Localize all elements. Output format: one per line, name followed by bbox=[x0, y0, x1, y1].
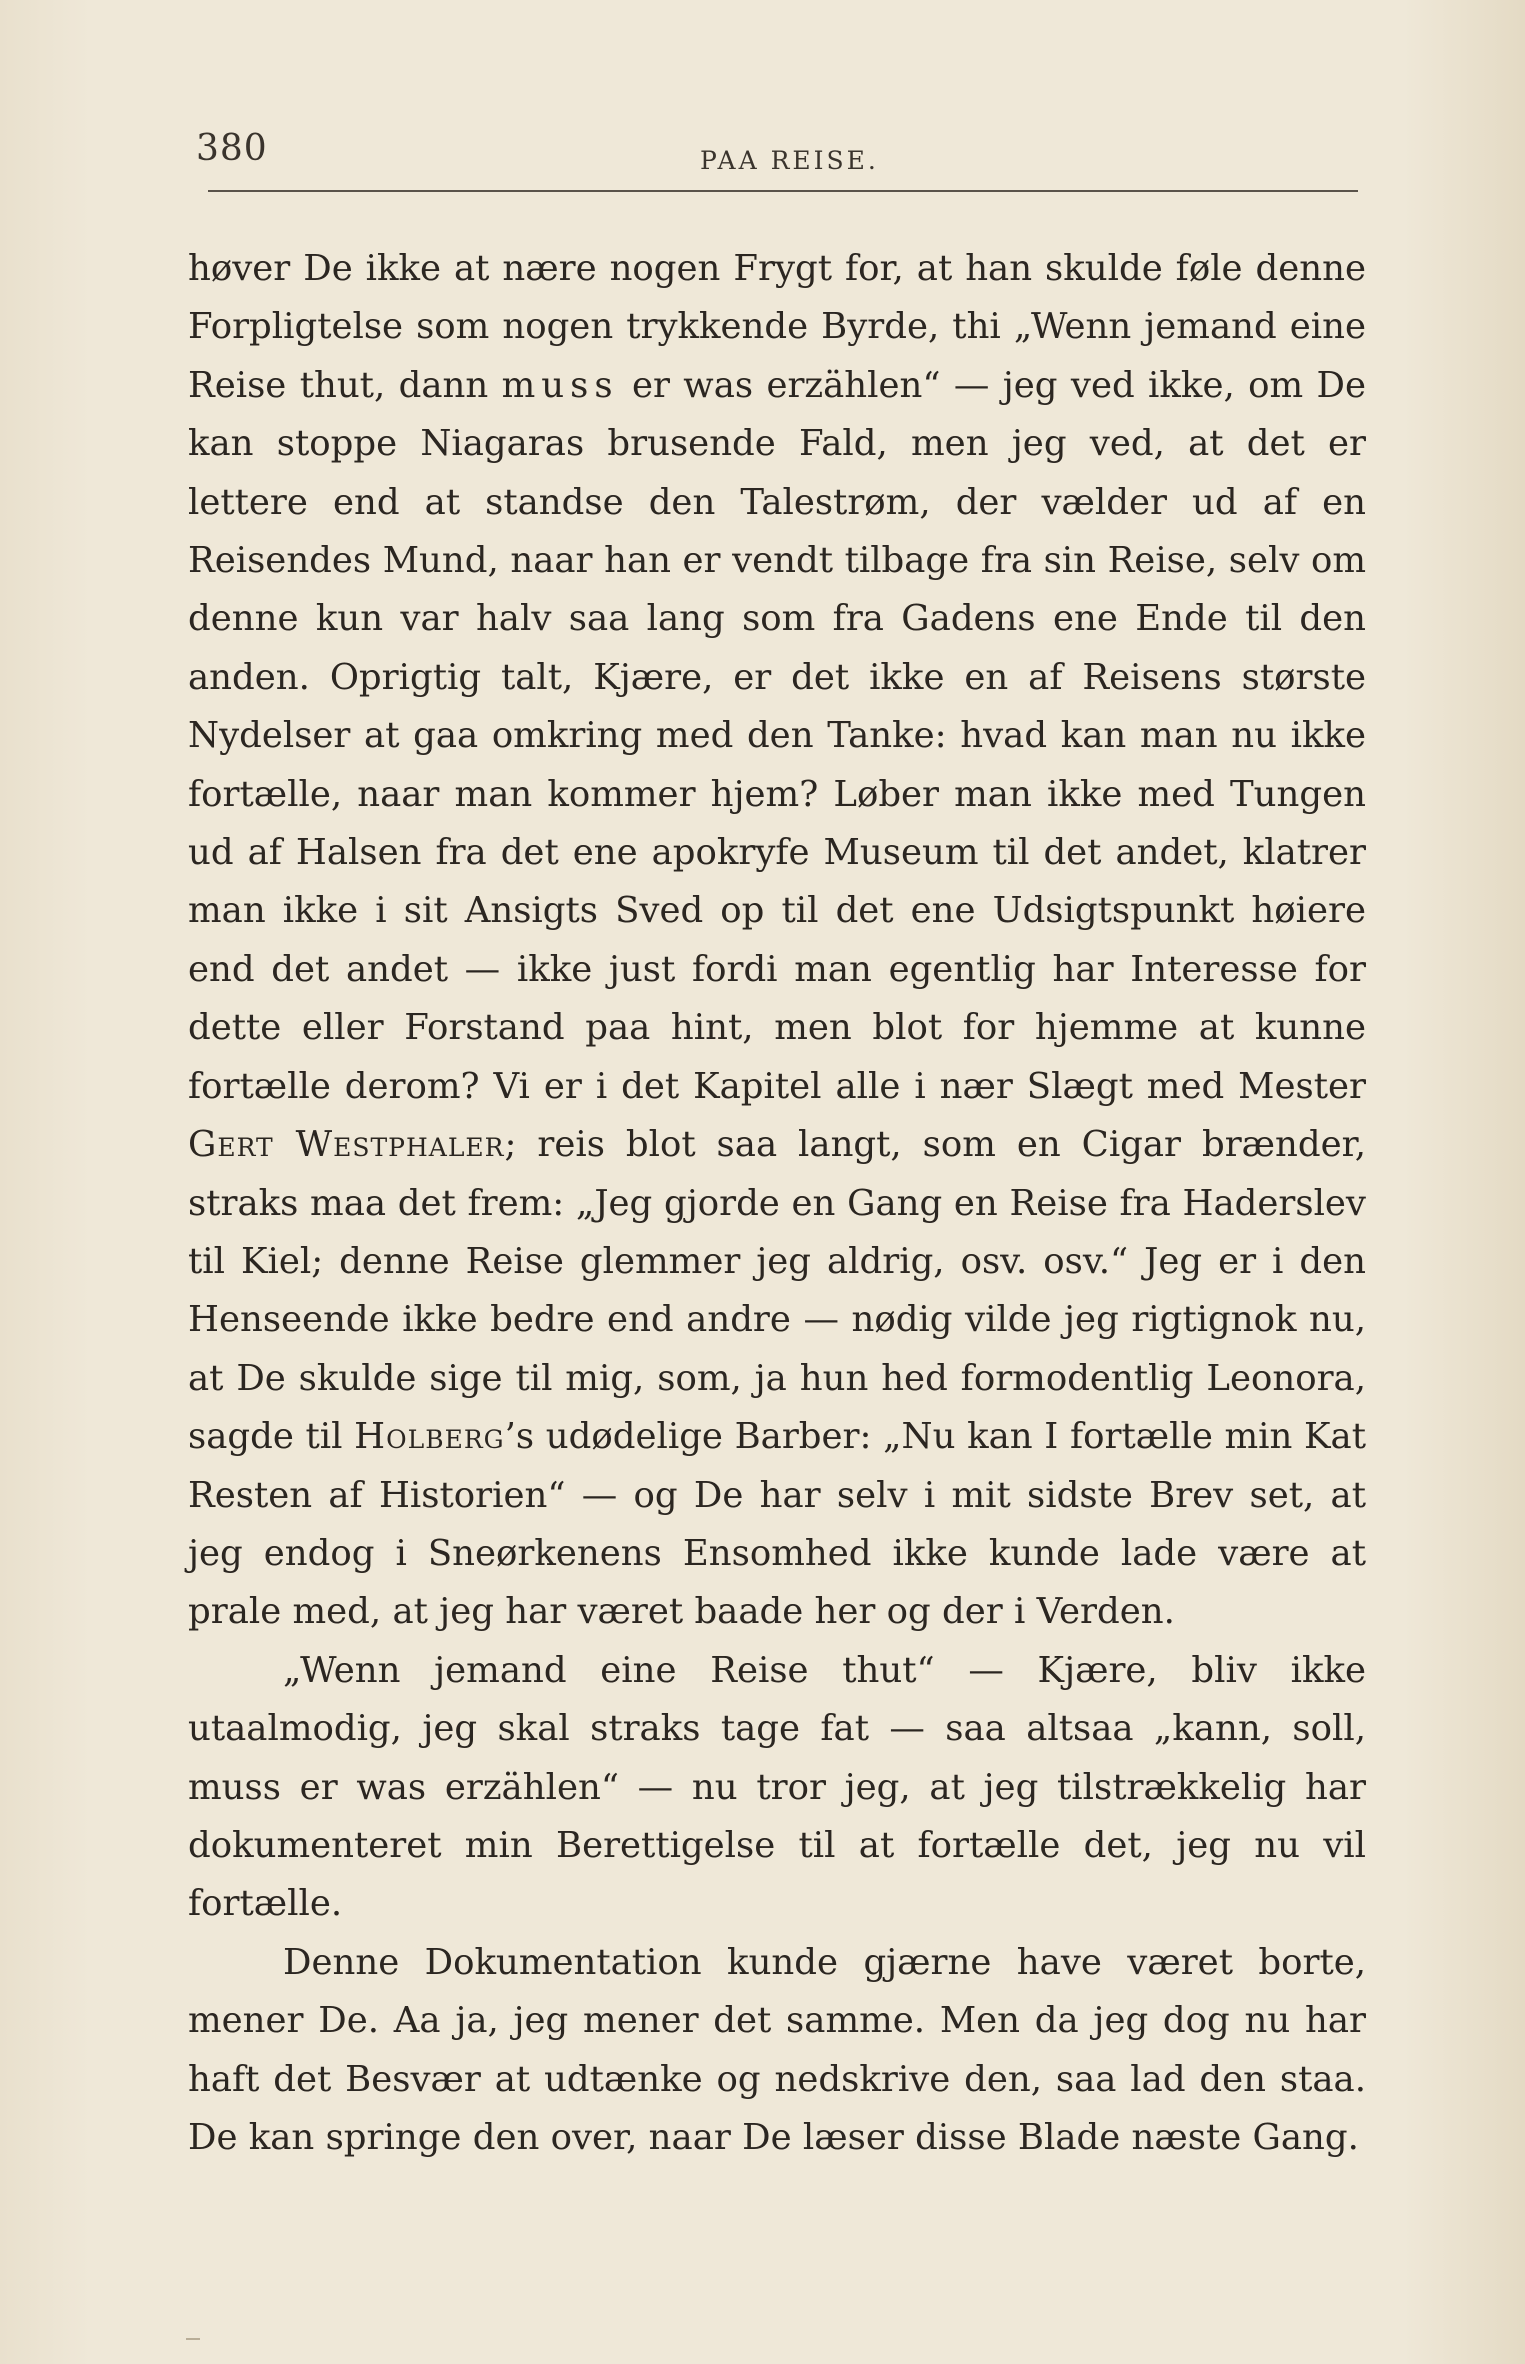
body-text bbox=[188, 240, 1366, 2167]
margin-mark bbox=[186, 2338, 200, 2340]
paragraph-2: „Wenn jemand eine Reise thut“ — Kjære, bliv ikke utaalmodig, jeg skal straks tage fat — saa altsaa „kann, soll, muss er was erzählen“ — nu tror jeg, at jeg tilstrækkelig har dokumenteret min Berettigelse til at fortælle det, jeg nu vil fortælle. bbox=[188, 1649, 1366, 1925]
page-number: 380 bbox=[196, 128, 268, 169]
paragraph-3: Denne Dokumentation kunde gjærne have været borte, mener De. Aa ja, jeg mener det samme. Men da jeg dog nu har haft det Besvær at udtænke og nedskrive den, saa lad den staa. De kan springe den over, naar De læser disse Blade næste Gang. bbox=[188, 1941, 1366, 2158]
header-rule bbox=[208, 190, 1358, 192]
spaced-word: muss bbox=[501, 364, 619, 406]
small-caps-name: Gert Westphaler bbox=[188, 1124, 505, 1166]
small-caps-name: Holberg bbox=[354, 1416, 505, 1458]
running-head: PAA REISE. bbox=[700, 146, 879, 175]
paragraph-1: høver De ikke at nære nogen Frygt for, at han skulde føle denne Forpligtelse som nogen trykkende Byrde, thi „Wenn jemand eine Reise thut, dann muss er was erzählen“ — jeg ved ikke, om De kan stoppe Niagaras brusende Fald, men jeg ved, at det er lettere end at standse den Talestrøm, der vælder ud af en Reisendes Mund, naar han er vendt tilbage fra sin Reise, selv om denne kun var halv saa lang som fra Gadens ene Ende til den anden. Oprigtig talt, Kjære, er det ikke en af Reisens største Nydelser at gaa omkring med den Tanke: hvad kan man nu ikke fortælle, naar man kommer hjem? Løber man ikke med Tungen ud af Halsen fra det ene apokryfe Museum til det andet, klatrer man ikke i sit Ansigts Sved op til det ene Udsigtspunkt høiere end det andet — ikke just fordi man egentlig har Interesse for dette eller Forstand paa hint, men blot for hjemme at kunne fortælle derom? Vi er i det Kapitel alle i nær Slægt med Mester Gert Westphaler; reis blot saa langt, som en Cigar brænder, straks maa det frem: „Jeg gjorde en Gang en Reise fra Haderslev til Kiel; denne Reise glemmer jeg aldrig, osv. osv.“ Jeg er i den Henseende ikke bedre end andre — nødig vilde jeg rigtignok nu, at De skulde sige til mig, som, ja hun hed formodentlig Leonora, sagde til Holberg’s udødelige Barber: „Nu kan I fortælle min Kat Resten af Historien“ — og De har selv i mit sidste Brev set, at jeg endog i Sneørkenens Ensomhed ikke kunde lade være at prale med, at jeg har været baade her og der i Verden. bbox=[188, 248, 1366, 1633]
